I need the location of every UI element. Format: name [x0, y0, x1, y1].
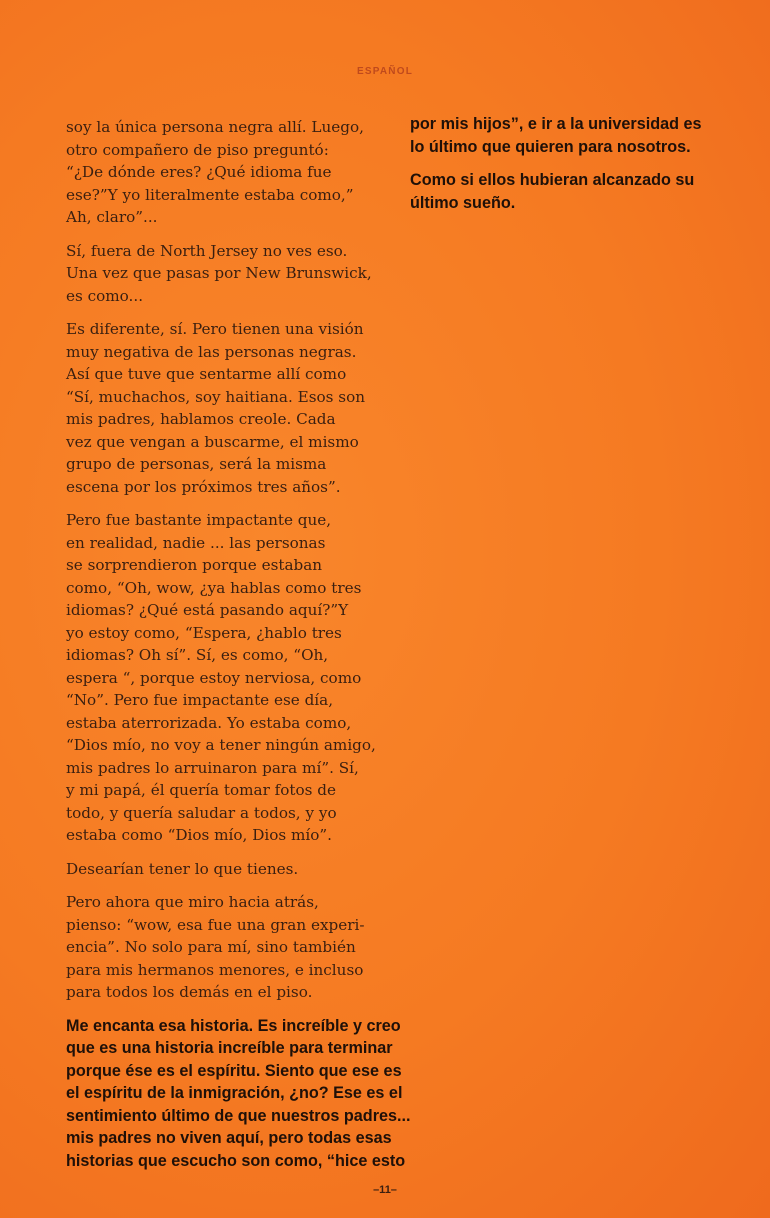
text-line: idiomas? Oh sí”. Sí, es como, “Oh, — [66, 646, 329, 664]
text-line: grupo de personas, será la misma — [66, 455, 327, 473]
text-line: para todos los demás en el piso. — [66, 983, 313, 1001]
text-line: Sí, fuera de North Jersey no ves eso. — [66, 241, 348, 260]
text-line: todo, y quería saludar a todos, y yo — [66, 803, 337, 822]
interviewee-paragraph — [66, 240, 396, 308]
text-line: para mis hermanos menores, e incluso — [66, 960, 364, 979]
text-line: Como si ellos hubieran alcanzado su — [410, 171, 695, 189]
text-line: “No”. Pero fue impactante ese día, — [66, 691, 334, 709]
text-line: encia”. No solo para mí, sino también — [66, 938, 356, 956]
section-header: ESPAÑOL — [357, 66, 413, 77]
text-line: mis padres lo arruinaron para mí”. Sí, — [66, 758, 359, 777]
text-line: “¿De dónde eres? ¿Qué idioma fue — [66, 163, 332, 181]
text-line: estaba aterrorizada. Yo estaba como, — [66, 713, 352, 732]
text-line: Es diferente, sí. Pero tienen una visión — [66, 320, 364, 338]
interviewee-paragraph — [66, 318, 396, 498]
page-number: –11– — [373, 1184, 397, 1196]
text-line: Desearían tener lo que tienes. — [66, 859, 299, 878]
text-line: es como... — [66, 286, 144, 305]
text-line: Así que tuve que sentarme allí como — [66, 365, 347, 383]
text-line: por mis hijos”, e ir a la universidad es — [410, 115, 702, 133]
text-line: espera “, porque estoy nerviosa, como — [66, 668, 362, 687]
text-line: pienso: “wow, esa fue una gran experi- — [66, 915, 365, 934]
text-line: sentimiento último de que nuestros padres... — [66, 1106, 411, 1125]
text-line: mis padres, hablamos creole. Cada — [66, 410, 336, 428]
text-line: se sorprendieron porque estaban — [66, 556, 323, 574]
text-line: muy negativa de las personas negras. — [66, 342, 357, 361]
interviewee-paragraph — [66, 116, 396, 229]
text-line: el espíritu de la inmigración, ¿no? Ese es el — [66, 1084, 403, 1102]
text-line: porque ése es el espíritu. Siento que ese es — [66, 1061, 402, 1080]
text-line: Pero ahora que miro hacia atrás, — [66, 893, 319, 911]
text-line: Ah, claro”... — [66, 208, 158, 226]
text-line: historias que escucho son como, “hice esto — [66, 1151, 406, 1170]
text-line: estaba como “Dios mío, Dios mío”. — [66, 826, 332, 844]
text-line: ese?”Y yo literalmente estaba como,” — [66, 185, 354, 204]
text-line: Me encanta esa historia. Es increíble y creo — [66, 1016, 401, 1035]
text-line: “Sí, muchachos, soy haitiana. Esos son — [66, 387, 365, 406]
interviewer-paragraph — [66, 1015, 411, 1173]
interviewee-paragraph — [66, 509, 396, 847]
text-line: idiomas? ¿Qué está pasando aquí?”Y — [66, 601, 349, 619]
text-line: “Dios mío, no voy a tener ningún amigo, — [66, 736, 376, 754]
interviewee-paragraph — [66, 858, 396, 881]
text-line: Pero fue bastante impactante que, — [66, 511, 332, 529]
text-line: mis padres no viven aquí, pero todas esas — [66, 1129, 392, 1147]
text-line: vez que vengan a buscarme, el mismo — [66, 432, 359, 451]
text-line: yo estoy como, “Espera, ¿hablo tres — [66, 623, 342, 642]
text-line: Una vez que pasas por New Brunswick, — [66, 264, 372, 282]
text-line: que es una historia increíble para terminar — [66, 1039, 393, 1057]
text-line: y mi papá, él quería tomar fotos de — [66, 781, 337, 799]
interviewer-paragraph — [410, 169, 710, 214]
left-column — [66, 116, 411, 1183]
right-column — [410, 113, 710, 225]
interviewer-paragraph — [410, 113, 710, 158]
text-line: soy la única persona negra allí. Luego, — [66, 118, 364, 136]
text-line: otro compañero de piso preguntó: — [66, 140, 329, 159]
text-line: escena por los próximos tres años”. — [66, 477, 341, 496]
text-line: lo último que quieren para nosotros. — [410, 137, 691, 156]
text-line: último sueño. — [410, 193, 516, 212]
interviewee-paragraph — [66, 891, 396, 1004]
text-line: en realidad, nadie ... las personas — [66, 533, 326, 552]
text-line: como, “Oh, wow, ¿ya hablas como tres — [66, 578, 362, 597]
